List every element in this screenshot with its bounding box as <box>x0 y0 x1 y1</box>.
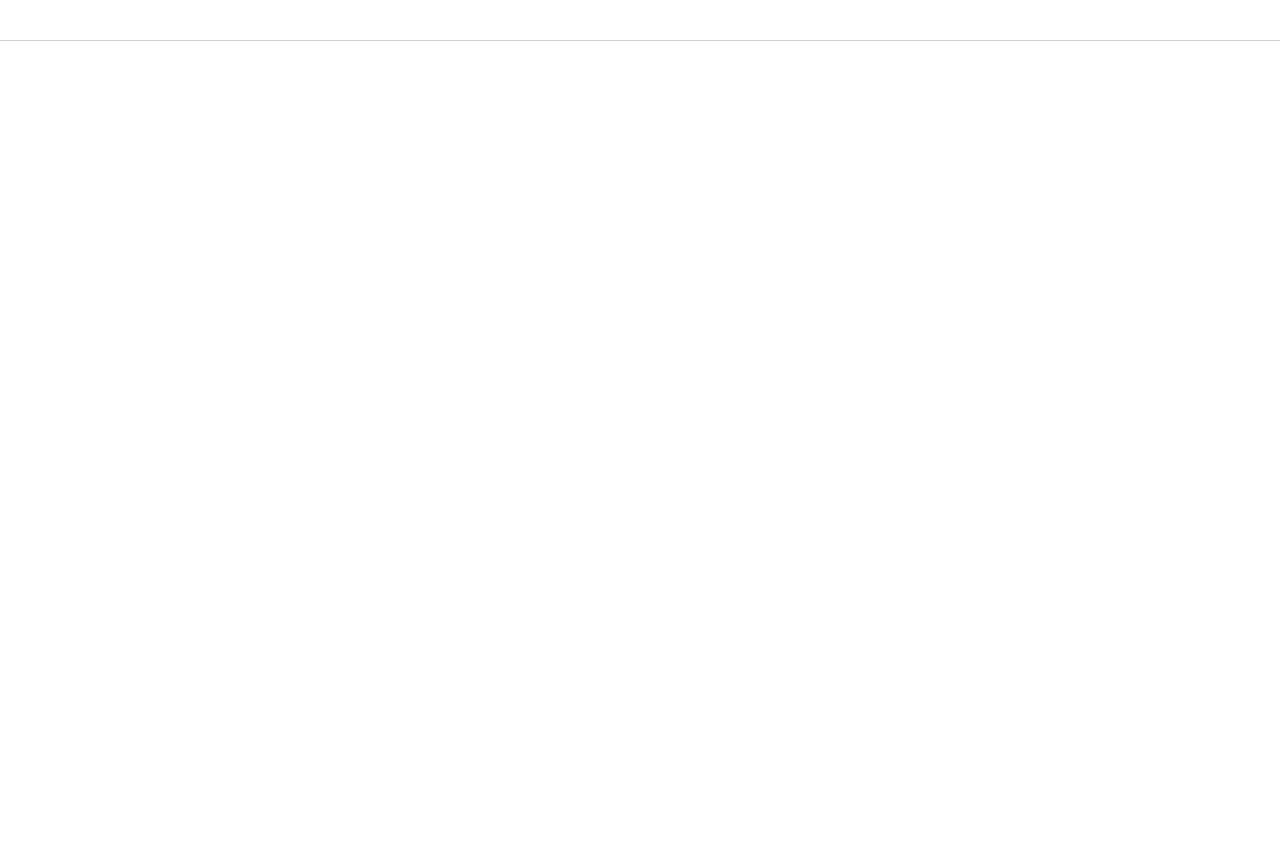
page-header <box>0 0 1280 41</box>
main-content <box>0 41 1280 853</box>
